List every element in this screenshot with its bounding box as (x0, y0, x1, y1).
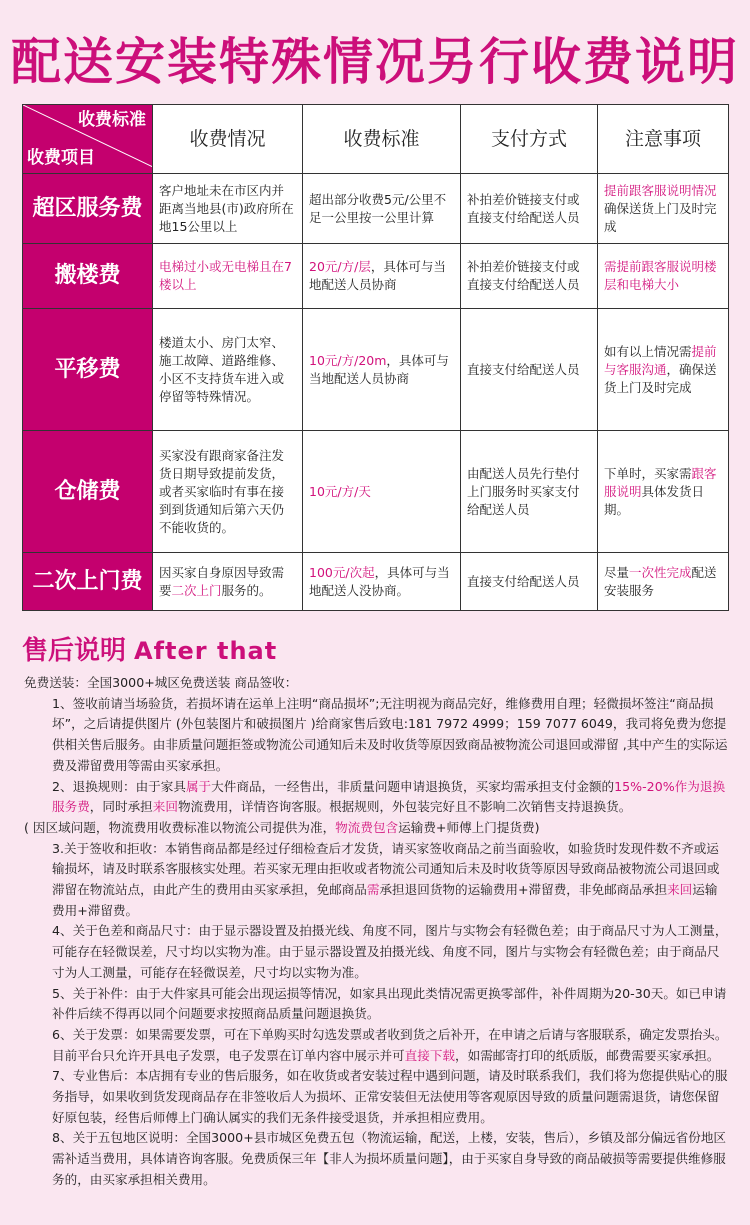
cell-payment: 直接支付给配送人员 (461, 309, 598, 431)
row-item-storage: 仓储费 (23, 431, 153, 553)
note-text: 确保送货上门及时完成 (604, 200, 717, 234)
cell-payment: 由配送人员先行垫付上门服务时买家支付给配送人员 (461, 431, 598, 553)
standard-text: ，具体可与当地配送人没协商。 (309, 564, 450, 598)
situation-highlight: 二次上门 (171, 582, 222, 598)
note-text: ，确保送货上门及时完成 (604, 361, 717, 395)
policy-8: 8、关于五包地区说明：全国3000+县市城区免费五包（物流运输，配送，上楼，安装，售后），乡镇及部分偏远省份地区需补适当费用，具体请咨询客服。免费质保三年【非人为损坏质量问题】，由于买家自身导致的商品破损等需要提供维修服务的，由买家承担相关费用。 (52, 1130, 727, 1187)
row-item-out-of-area: 超区服务费 (23, 174, 153, 244)
note-text: 配送安装服务 (604, 564, 717, 598)
row-item-horizontal-move: 平移费 (23, 309, 153, 431)
cell-situation: 楼道太小、房门太窄、施工故障、道路维修、小区不支持货车进入或停留等特殊情况。 (153, 309, 303, 431)
cell-note (598, 174, 729, 244)
fee-table (22, 104, 729, 611)
note-highlight: 跟客服说明 (604, 465, 717, 499)
corner-top-label: 收费标准 (78, 110, 146, 130)
policy-text: ，如需邮寄打印的纸质版，邮费需要买家承担。 (455, 1047, 720, 1063)
cell-note (598, 309, 729, 431)
standard-text: ，具体可与当地配送人员协商 (309, 352, 449, 386)
policy-highlight: 来回 (152, 799, 178, 815)
policy-text: 运输费用+滞留费。 (52, 882, 718, 918)
header-payment: 支付方式 (461, 105, 598, 174)
note-highlight: 提前跟客服说明情况 (604, 182, 717, 198)
after-sales-title: 售后说明 (22, 636, 127, 666)
policy-text: 2、退换规则：由于家具 (52, 778, 186, 794)
policy-text: 大件商品，一经售出，非质量问题申请退换货，买家均需承担支付金额的 (211, 778, 615, 794)
table-header-row (23, 105, 729, 174)
situation-text: 服务的。 (221, 582, 272, 598)
policy-4: 4、关于色差和商品尺寸：由于显示器设置及拍摄光线、角度不同，图片与实物会有轻微色差；由于商品尺寸为人工测量，可能存在轻微误差，尺寸均以实物为准。由于显示器设置及拍摄光线、角度不同，图片与实物会有轻微色差；由于商品尺寸为人工测量，可能存在轻微误差，尺寸均以实物为准。 (52, 923, 728, 980)
note-text: 尽量 (604, 564, 630, 580)
cell-note (598, 431, 729, 553)
standard-highlight: 10元/方/20m (309, 352, 387, 368)
cell-standard: 超出部分收费5元/公里不足一公里按一公里计算 (303, 174, 461, 244)
cell-standard (303, 431, 461, 553)
table-row (23, 174, 729, 244)
cell-situation (153, 553, 303, 611)
cell-standard (303, 553, 461, 611)
table-corner-cell (23, 105, 153, 174)
policy-highlight: 属于 (185, 778, 212, 794)
cell-situation: 客户地址未在市区内并距离当地县(市)政府所在地15公里以上 (153, 174, 303, 244)
after-sales-title-en: After that (134, 637, 278, 665)
table-row (23, 431, 729, 553)
cell-payment: 补拍差价链接支付或直接支付给配送人员 (461, 244, 598, 309)
after-sales-heading (22, 630, 277, 667)
row-item-stairs: 搬楼费 (23, 244, 153, 309)
standard-highlight: 10元/方/天 (309, 483, 371, 499)
policy-7: 7、专业售后：本店拥有专业的售后服务，如在收货或者安装过程中遇到问题，请及时联系我们，我们将为您提供贴心的服务指导，如果收到货发现商品存在非签收后人为损坏、正常安装但无法使用等客观原因导致的质量问题需退货，请您保留好原包装，经售后师傅上门确认属实的我们无条件接受退货，并承担相应费用。 (52, 1068, 728, 1125)
table-row (23, 553, 729, 611)
policy-5: 5、关于补件：由于大件家具可能会出现运损等情况，如家具出现此类情况需更换零部件，补件周期为20-30天。如已申请补件后续不得再以同个问题要求按照商品质量问题退换货。 (52, 985, 727, 1022)
note-highlight: 需提前跟客服说明楼层和电梯大小 (604, 259, 717, 292)
policy-text: 6、关于发票：如果需要发票，可在下单购买时勾选发票或者收到货之后补开，在申请之后请与客服联系，确定发票抬头。目前平台只允许开具电子发票，电子发票在订单内容中展示并可 (52, 1026, 728, 1063)
standard-highlight: 100元/次起 (309, 564, 375, 580)
policy-text: ，同时承担 (89, 799, 153, 815)
note-highlight: 一次性完成 (629, 564, 692, 580)
situation-highlight: 电梯过小或无电梯且在7楼以上 (159, 259, 292, 292)
note-text: 具体发货日期。 (604, 483, 705, 517)
table-row (23, 309, 729, 431)
header-situation: 收费情况 (153, 105, 303, 174)
cell-payment: 补拍差价链接支付或直接支付给配送人员 (461, 174, 598, 244)
policy-highlight: 直接下载 (404, 1047, 455, 1063)
header-notes: 注意事项 (598, 105, 729, 174)
policy-highlight: 15%-20%作为退换服务费 (52, 778, 726, 815)
page-title: 配送安装特殊情况另行收费说明 (11, 33, 739, 91)
after-sales-body (24, 673, 730, 1191)
policy-highlight: 物流费包含 (335, 819, 399, 835)
policy-3 (24, 839, 730, 922)
policy-text: ( 因区域问题，物流费用收费标准以物流公司提供为准， (24, 819, 336, 835)
cell-payment: 直接支付给配送人员 (461, 553, 598, 611)
policy-1: 1、签收前请当场验货，若损坏请在运单上注明“商品损坏”;无注明视为商品完好，维修费用自理；轻微损坏签注“商品损坏”，之后请提供图片 (外包装图片和破损图片 )给商家售后致电:181 7972 4999；159 7077 6049，我司将免费为您提供相关售后服务。由非质量问题拒签或物流公司通知后未及时收货等原因致商品被物流公司退回或滞留 ,其中产生的实际运费及滞留费用等需由买家承担。 (52, 695, 728, 773)
policy-2 (24, 777, 730, 818)
standard-text: ，具体可与当地配送人员协商 (309, 259, 446, 292)
policy-text: 承担退回货物的运输费用+滞留费，非免邮商品承担 (379, 882, 668, 898)
corner-bottom-label: 收费项目 (27, 148, 95, 168)
cell-standard (303, 244, 461, 309)
policy-highlight: 需 (366, 882, 380, 898)
header-standard: 收费标准 (303, 105, 461, 174)
policy-text: 运输费+师傅上门提货费) (398, 819, 540, 835)
cell-situation (153, 244, 303, 309)
cell-note (598, 553, 729, 611)
note-highlight: 提前与客服沟通 (604, 343, 717, 377)
policy-highlight: 来回 (667, 882, 693, 898)
situation-text: 因买家自身原因导致需要 (159, 564, 285, 598)
row-item-second-visit: 二次上门费 (23, 553, 153, 611)
table-row (23, 244, 729, 309)
cell-situation: 买家没有跟商家备注发货日期导致提前发货，或者买家临时有事在接到到货通知后第六天仍不能收货的。 (153, 431, 303, 553)
intro-line: 免费送装：全国3000+城区免费送装 商品签收： (24, 675, 298, 690)
policy-text: 物流费用，详情咨询客服。根据规则，外包装完好且不影响二次销售支持退换货。 (177, 799, 632, 815)
policy-text: 3.关于签收和拒收：本销售商品都是经过仔细检查后才发货，请买家签收商品之前当面验收，如验货时发现件数不齐或运输损坏，请及时联系客服核实处理。若买家无理由拒收或者物流公司通知后未及时收货等原因导致商品被物流公司退回或滞留在物流站点，由此产生的费用由买家承担，免邮商品 (52, 840, 720, 898)
note-text: 如有以上情况需 (604, 343, 692, 359)
policy-6 (24, 1025, 730, 1066)
policy-2-note (24, 818, 730, 839)
cell-note (598, 244, 729, 309)
cell-standard (303, 309, 461, 431)
standard-highlight: 20元/方/层 (309, 259, 371, 274)
note-text: 下单时，买家需 (604, 465, 692, 481)
